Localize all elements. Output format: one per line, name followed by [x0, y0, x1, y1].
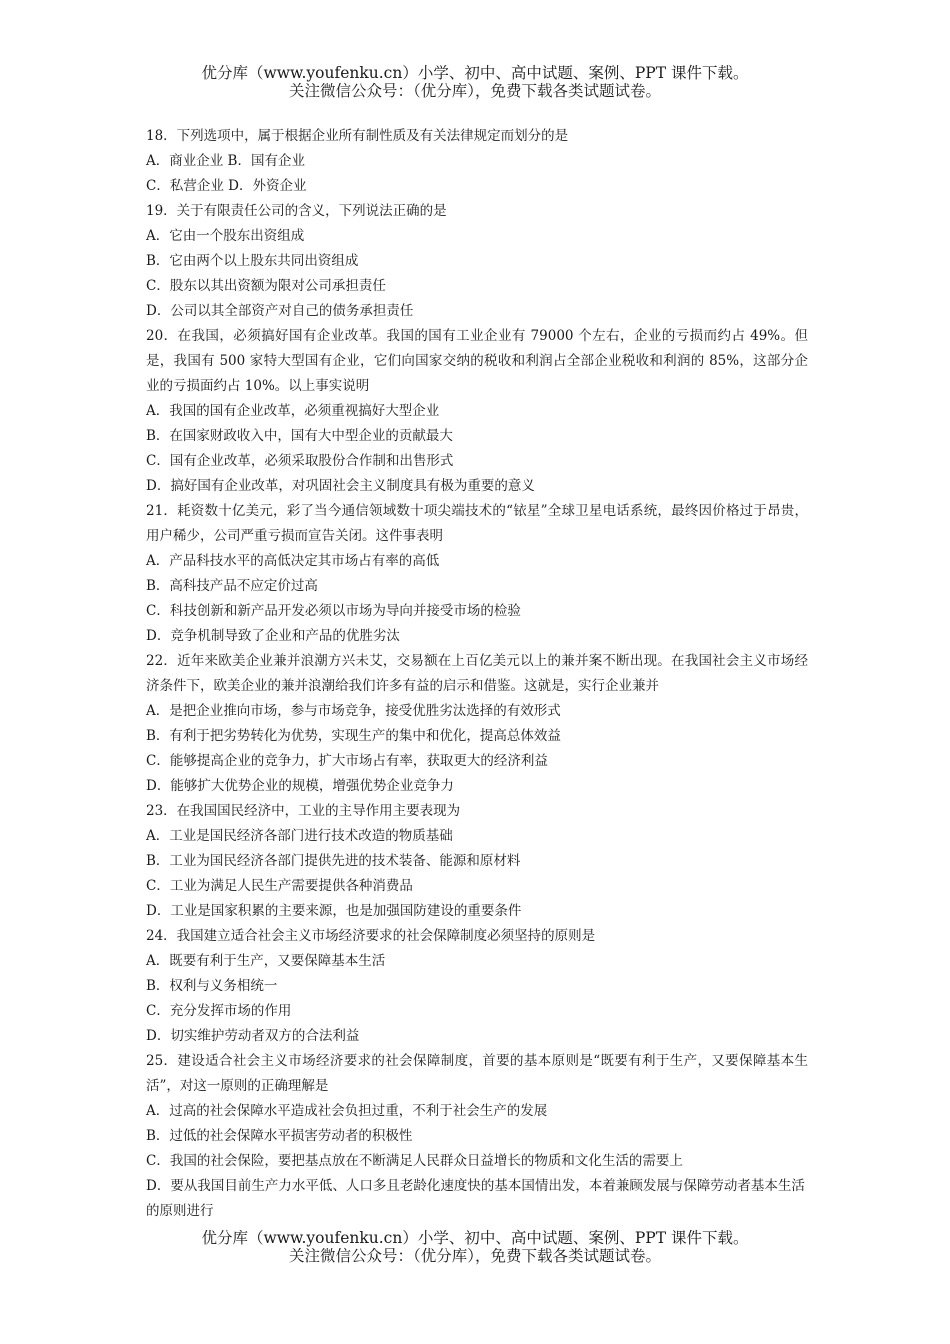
question-23: [146, 799, 808, 924]
answer-option: C．科技创新和新产品开发必须以市场为导向并接受市场的检验: [146, 603, 521, 619]
answer-option: D．竞争机制导致了企业和产品的优胜劣汰: [146, 628, 400, 644]
answer-option: D．搞好国有企业改革，对巩固社会主义制度具有极为重要的意义: [146, 478, 535, 494]
header-line-2: 关注微信公众号：（优分库），免费下载各类试题试卷。: [288, 82, 661, 100]
answer-option: D．能够扩大优势企业的规模，增强优势企业竞争力: [146, 778, 454, 794]
answer-option: A．产品科技水平的高低决定其市场占有率的高低: [146, 553, 440, 569]
answer-option: B．有利于把劣势转化为优势，实现生产的集中和优化，提高总体效益: [146, 728, 561, 744]
answer-option: C．国有企业改革，必须采取股份合作制和出售形式: [146, 453, 454, 469]
page-header: [0, 64, 950, 100]
question-list: [146, 124, 808, 1224]
answer-option: D．要从我国目前生产力水平低、人口多且老龄化速度快的基本国情出发，本着兼顾发展与保障劳动者基本生活的原则进行: [146, 1178, 805, 1219]
answer-option: A．是把企业推向市场，参与市场竞争，接受优胜劣汰选择的有效形式: [146, 703, 561, 719]
question-24: [146, 924, 808, 1049]
question-stem: 21．耗资数十亿美元，彩了当今通信领域数十项尖端技术的“铱星”全球卫星电话系统，最终因价格过于昂贵，用户稀少，公司严重亏损而宣告关闭。这件事表明: [146, 503, 808, 544]
answer-option: A．商业企业 B．国有企业: [146, 153, 305, 169]
page-footer: [0, 1229, 950, 1265]
footer-line-1: 优分库（www.youfenku.cn）小学、初中、高中试题、案例、PPT 课件下载。: [201, 1229, 749, 1247]
answer-option: B．权利与义务相统一: [146, 978, 278, 994]
question-stem: 20．在我国，必须搞好国有企业改革。我国的国有工业企业有 79000 个左右，企业的亏损而约占 49%。但是，我国有 500 家特大型国有企业，它们向国家交纳的税收和利润占全部企业税收和利润的 85%，这部分企业的亏损面约占 10%。以上事实说明: [146, 328, 808, 394]
question-stem: 25．建设适合社会主义市场经济要求的社会保障制度，首要的基本原则是“既要有利于生产，又要保障基本生活”，对这一原则的正确理解是: [146, 1053, 808, 1094]
question-25: [146, 1049, 808, 1224]
answer-option: A．我国的国有企业改革，必须重视搞好大型企业: [146, 403, 440, 419]
footer-line-2: 关注微信公众号：（优分库），免费下载各类试题试卷。: [288, 1247, 661, 1265]
question-21: [146, 499, 808, 649]
answer-option: A．它由一个股东出资组成: [146, 228, 305, 244]
answer-option: B．它由两个以上股东共同出资组成: [146, 253, 359, 269]
answer-option: B．高科技产品不应定价过高: [146, 578, 318, 594]
question-19: [146, 199, 808, 324]
question-18: [146, 124, 808, 199]
question-stem: 23．在我国国民经济中，工业的主导作用主要表现为: [146, 803, 461, 819]
answer-option: C．我国的社会保险，要把基点放在不断满足人民群众日益增长的物质和文化生活的需要上: [146, 1153, 683, 1169]
answer-option: C．充分发挥市场的作用: [146, 1003, 292, 1019]
answer-option: B．工业为国民经济各部门提供先进的技术装备、能源和原材料: [146, 853, 521, 869]
answer-option: C．工业为满足人民生产需要提供各种消费品: [146, 878, 413, 894]
question-stem: 22．近年来欧美企业兼并浪潮方兴未艾，交易额在上百亿美元以上的兼并案不断出现。在我国社会主义市场经济条件下，欧美企业的兼并浪潮给我们许多有益的启示和借鉴。这就是，实行企业兼并: [146, 653, 808, 694]
answer-option: A．过高的社会保障水平造成社会负担过重，不利于社会生产的发展: [146, 1103, 548, 1119]
answer-option: C．能够提高企业的竞争力，扩大市场占有率，获取更大的经济利益: [146, 753, 548, 769]
answer-option: A．工业是国民经济各部门进行技术改造的物质基础: [146, 828, 453, 844]
answer-option: A．既要有利于生产，又要保障基本生活: [146, 953, 386, 969]
header-line-1: 优分库（www.youfenku.cn）小学、初中、高中试题、案例、PPT 课件下载。: [201, 64, 749, 82]
question-stem: 19．关于有限责任公司的含义，下列说法正确的是: [146, 203, 447, 219]
question-stem: 24．我国建立适合社会主义市场经济要求的社会保障制度必须坚持的原则是: [146, 928, 596, 944]
question-stem: 18．下列选项中，属于根据企业所有制性质及有关法律规定而划分的是: [146, 128, 569, 144]
answer-option: D．工业是国家积累的主要来源，也是加强国防建设的重要条件: [146, 903, 522, 919]
answer-option: C．股东以其出资额为限对公司承担责任: [146, 278, 386, 294]
answer-option: B．在国家财政收入中，国有大中型企业的贡献最大: [146, 428, 453, 444]
answer-option: D．公司以其全部资产对自己的债务承担责任: [146, 303, 414, 319]
question-20: [146, 324, 808, 499]
answer-option: B．过低的社会保障水平损害劳动者的积极性: [146, 1128, 413, 1144]
answer-option: D．切实维护劳动者双方的合法利益: [146, 1028, 360, 1044]
question-22: [146, 649, 808, 799]
answer-option: C．私营企业 D．外资企业: [146, 178, 307, 194]
